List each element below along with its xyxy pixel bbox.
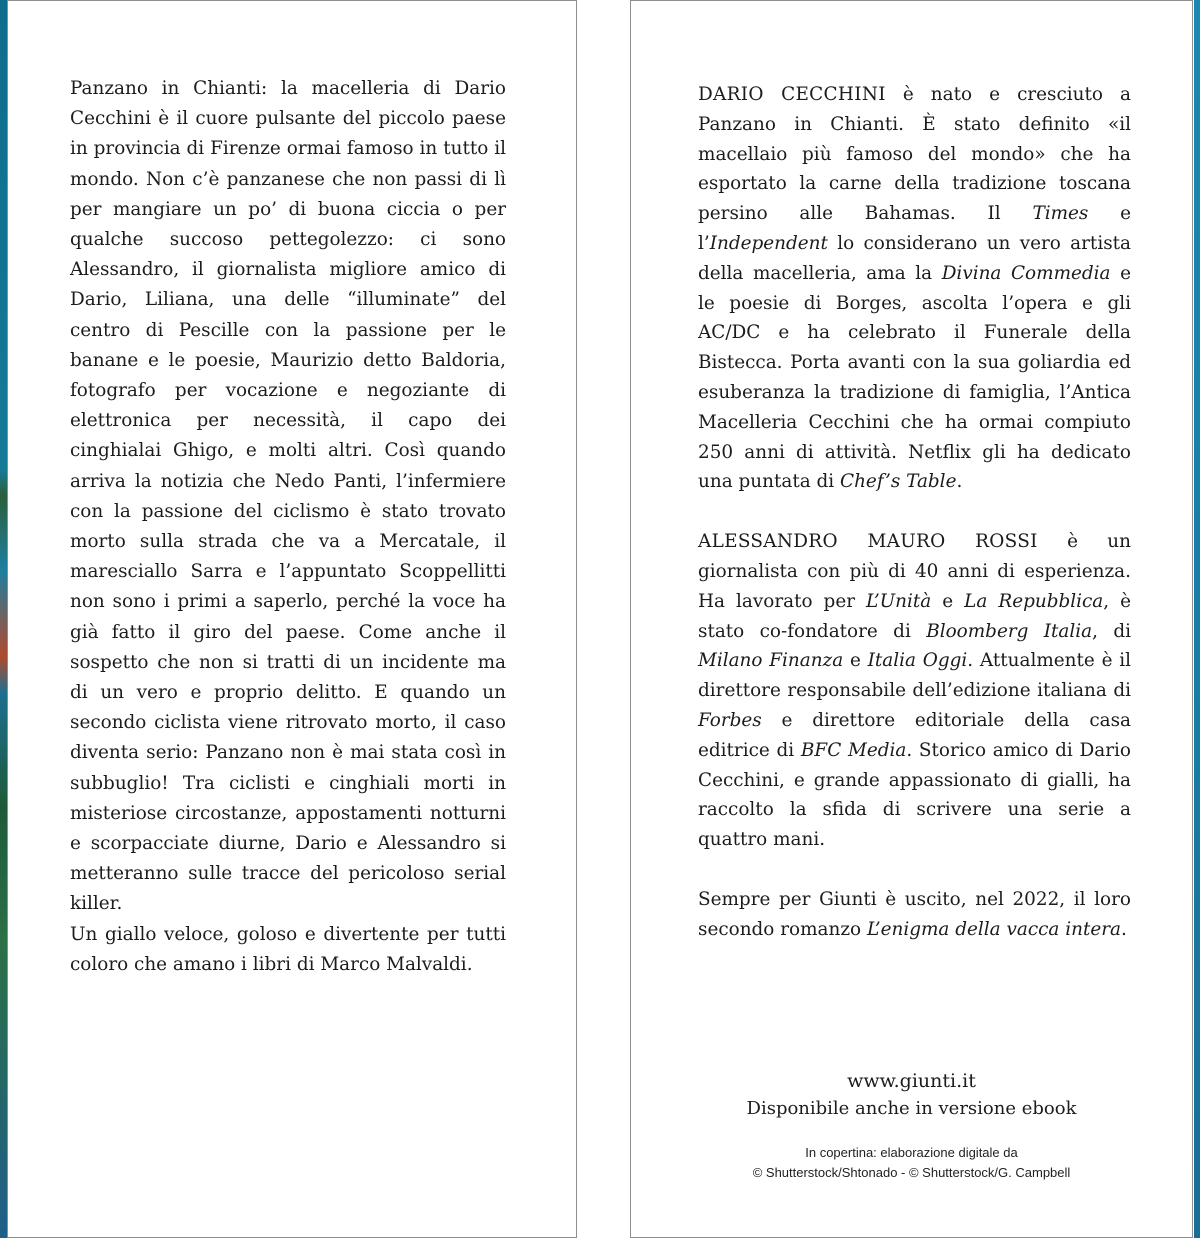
title-italic: La Repubblica bbox=[964, 590, 1104, 612]
author-bios bbox=[698, 80, 1131, 945]
bio-text: e le poesie di Borges, ascolta l’opera e gli AC/DC e ha celebrato il Funerale della Bistecca. Porta avanti con la sua goliardia ed esuberanza la tradizione di famiglia, l’Antica Macelleria Cecchini che ha ormai compiuto 250 anni di attività. Netflix gli ha dedicato una puntata di bbox=[698, 262, 1131, 493]
synopsis-tagline: Un giallo veloce, goloso e divertente per tutti coloro che amano i libri di Marco Malvaldi. bbox=[70, 923, 506, 975]
title-italic: Bloomberg Italia bbox=[926, 620, 1093, 642]
author-name: DARIO CECCHINI bbox=[698, 84, 886, 105]
cover-credits bbox=[631, 1143, 1192, 1183]
title-italic: Forbes bbox=[698, 709, 762, 731]
synopsis bbox=[70, 74, 506, 980]
publication-note bbox=[698, 885, 1131, 945]
publisher-website: www.giunti.it bbox=[847, 1070, 976, 1092]
bio-text: . Storico amico di Dario Cecchini, e grande appassionato di gialli, ha raccolto la sfida di scrivere una serie a quattro mani. bbox=[698, 739, 1131, 851]
bio-text: lo considerano un vero artista della macelleria, ama la bbox=[698, 232, 1131, 284]
ebook-availability: Disponibile anche in versione ebook bbox=[746, 1098, 1077, 1119]
credit-line: In copertina: elaborazione digitale da bbox=[805, 1145, 1018, 1160]
title-italic: BFC Media bbox=[800, 739, 907, 761]
cover-edge-right bbox=[1194, 0, 1200, 1238]
title-italic: Chef’s Table bbox=[840, 471, 957, 493]
bio-text: e l’ bbox=[698, 203, 1131, 254]
back-flap bbox=[630, 0, 1193, 1238]
synopsis-body: Panzano in Chianti: la macelleria di Dario Cecchini è il cuore pulsante del piccolo paese in provincia di Firenze ormai famoso in tutto il mondo. Non c’è panzanese che non passi di lì per mangiare un po’ di buona ciccia o per qualche succoso pettegolezzo: ci sono Alessandro, il giornalista migliore amico di Dario, Liliana, una delle “illuminate” del centro di Pescille con la passione per le banane e le poesie, Maurizio detto Baldoria, fotografo per vocazione e negoziante di elettronica per necessità, il capo dei cinghialai Ghigo, e molti altri. Così quando arriva la notizia che Nedo Panti, l’infermiere con la passione del ciclismo è stato trovato morto sulla strada che va a Mercatale, il maresciallo Sarra e l’appuntato Scoppellitti non sono i primi a saperlo, perché la voce ha già fatto il giro del paese. Come anche il sospetto che non si tratti di un incidente ma di un vero e proprio delitto. E quando un secondo ciclista viene ritrovato morto, il caso diventa serio: Panzano non è mai stata così in subbuglio! Tra ciclisti e cinghiali morti in misteriose circostanze, appostamenti notturni e scorpacciate diurne, Dario e Alessandro si metteranno sulle tracce del pericoloso serial killer. bbox=[70, 78, 506, 915]
cover-edge-left bbox=[0, 0, 7, 1238]
title-italic: Independent bbox=[709, 232, 828, 254]
title-italic: Times bbox=[1032, 203, 1089, 225]
bio-text: . bbox=[956, 471, 963, 493]
bio-text: è nato e cresciuto a Panzano in Chianti. È stato definito «il macellaio più famoso del mondo» che ha esportato la carne della tradizione toscana persino alle Bahamas. Il bbox=[698, 84, 1131, 225]
credit-line: © Shutterstock/Shtonado - © Shutterstock/G. Campbell bbox=[752, 1165, 1071, 1180]
bio-text: , è stato co-fondatore di bbox=[698, 590, 1132, 642]
title-italic: L’Unità bbox=[866, 590, 932, 612]
bio-text: è un giornalista con più di 40 anni di esperienza. Ha lavorato per bbox=[698, 531, 1131, 612]
bio-text: e bbox=[843, 650, 868, 672]
bio-alessandro-mauro-rossi bbox=[698, 527, 1131, 855]
author-name: ALESSANDRO MAURO ROSSI bbox=[698, 531, 1038, 553]
note-text: . bbox=[1120, 918, 1127, 940]
front-flap bbox=[7, 0, 577, 1238]
bio-text: , di bbox=[1092, 620, 1131, 642]
bio-text: e bbox=[931, 590, 965, 612]
note-text: Sempre per Giunti è uscito, nel 2022, il loro secondo romanzo bbox=[698, 888, 1131, 940]
title-italic: Italia Oggi bbox=[867, 650, 968, 672]
title-italic: Milano Finanza bbox=[698, 650, 844, 672]
bio-text: . Attualmente è il direttore responsabile dell’edizione italiana di bbox=[698, 650, 1131, 702]
title-italic: Divina Commedia bbox=[941, 262, 1111, 284]
title-italic: L’enigma della vacca intera bbox=[866, 918, 1121, 940]
bio-dario-cecchini bbox=[698, 80, 1131, 497]
bio-text: e direttore editoriale della casa editrice di bbox=[698, 709, 1131, 761]
